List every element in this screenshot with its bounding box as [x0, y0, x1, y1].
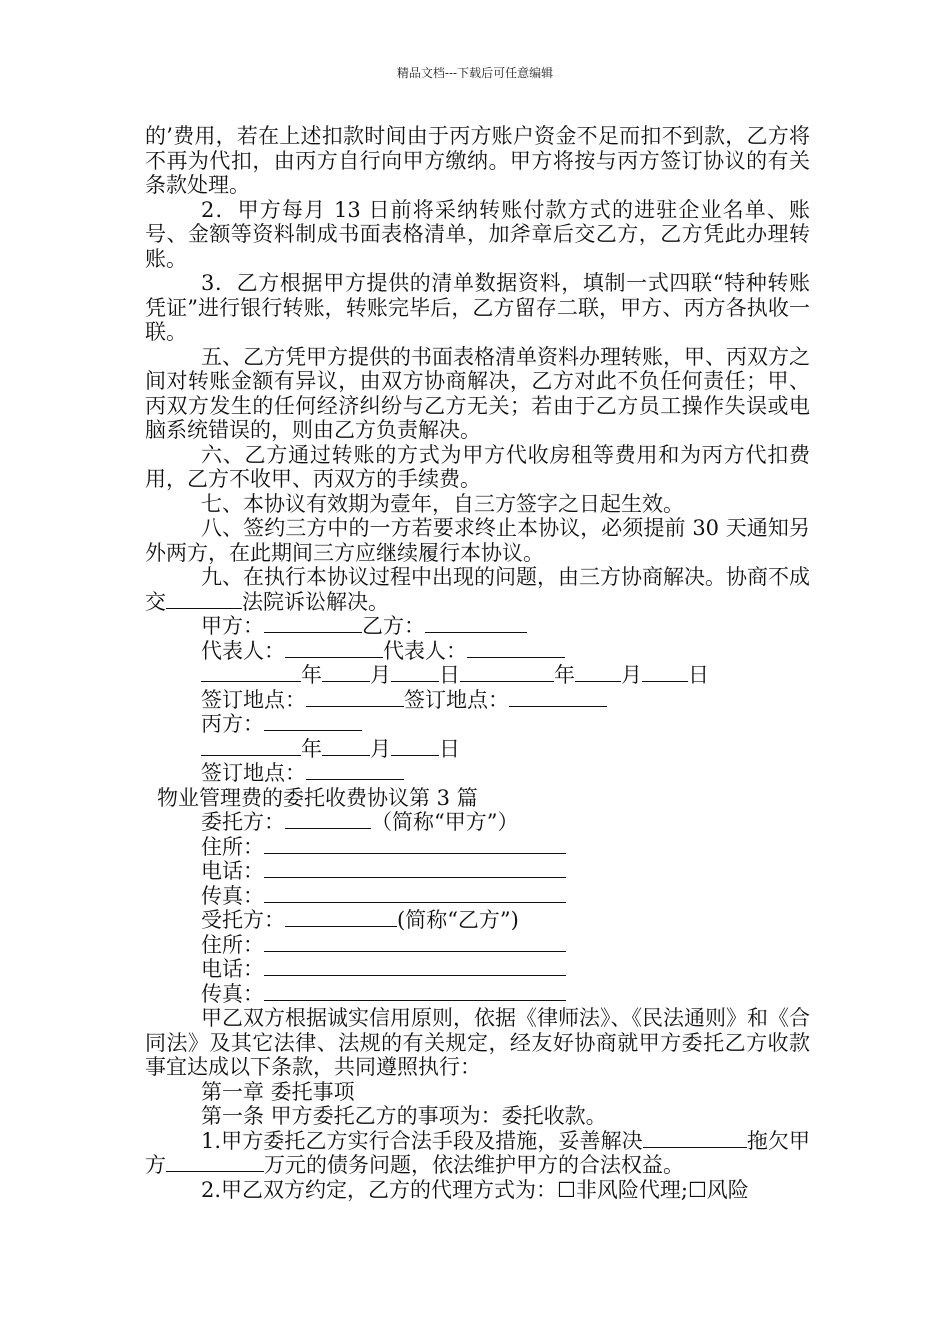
paragraph [145, 1178, 810, 1203]
text: 1.甲方委托乙方实行合法手段及措施，妥善解决 [201, 1128, 643, 1153]
signature-row [145, 688, 810, 713]
place-b-blank [509, 688, 607, 707]
month-blank [575, 663, 621, 682]
party-a-label: 甲方： [201, 614, 264, 638]
place-a-blank [306, 688, 404, 707]
text: 法院诉讼解决。 [242, 589, 389, 614]
signature-row [145, 614, 810, 639]
year-label: 年 [301, 663, 322, 687]
year-label: 年 [301, 736, 322, 761]
document-body [145, 124, 810, 1202]
fax-blank [264, 982, 566, 1001]
blank-line [166, 590, 242, 609]
phone-blank [264, 859, 566, 878]
month-label: 月 [621, 663, 642, 687]
phone-label: 电话： [201, 957, 264, 981]
text: 万元的债务问题，依法维护甲方的合法权益。 [264, 1153, 684, 1177]
address-label: 住所： [201, 932, 264, 957]
text: 风险 [706, 1177, 749, 1202]
paragraph: 六、乙方通过转账的方式为甲方代收房租等费用和为丙方代扣费用，乙方不收甲、丙双方的手续费。 [145, 442, 810, 491]
phone-label: 电话： [201, 859, 264, 883]
agent-note: (简称“乙方”) [397, 908, 519, 932]
blank-line [166, 1153, 264, 1172]
month-blank [322, 737, 370, 756]
field-row [145, 908, 810, 933]
date-row [145, 737, 810, 762]
month-label: 月 [370, 663, 391, 687]
field-row [145, 859, 810, 884]
fax-label: 传真： [201, 883, 264, 908]
paragraph: 七、本协议有效期为壹年，自三方签字之日起生效。 [201, 491, 684, 516]
fax-blank [264, 884, 566, 903]
field-row [145, 835, 810, 860]
agent-blank [285, 908, 397, 927]
party-b-label: 乙方： [362, 614, 425, 638]
rep-b-blank [467, 639, 565, 658]
paragraph: 的’费用，若在上述扣款时间由于丙方账户资金不足而扣不到款，乙方将不再为代扣，由丙方自行向甲方缴纳。甲方将按与丙方签订协议的有关条款处理。 [145, 124, 810, 197]
party-a-blank [264, 614, 362, 633]
fax-label: 传真： [201, 981, 264, 1006]
month-blank [322, 663, 370, 682]
day-label: 日 [439, 736, 460, 761]
day-blank [642, 663, 688, 682]
place-b-label: 签订地点： [404, 687, 509, 712]
text: 非风险代理; [575, 1177, 688, 1202]
chapter-heading: 第一章 委托事项 [201, 1079, 355, 1104]
paragraph: 3．乙方根据甲方提供的清单数据资料，填制一式四联“特种转账凭证”进行银行转账，转账完毕后，乙方留存二联，甲方、丙方各执收一联。 [145, 271, 810, 344]
paragraph: 甲乙双方根据诚实信用原则，依据《律师法》、《民法通则》和《合同法》及其它法律、法规的有关规定，经友好协商就甲方委托乙方收款事宜达成以下条款，共同遵照执行： [145, 1006, 810, 1079]
year-blank [201, 663, 301, 682]
year-label: 年 [554, 663, 575, 687]
place-c-label: 签订地点： [201, 761, 306, 785]
blank-line [643, 1129, 747, 1148]
paragraph [145, 565, 810, 614]
party-c-label: 丙方： [201, 712, 264, 736]
checkbox-icon: ☐ [557, 1177, 576, 1202]
phone-blank [264, 957, 566, 976]
paragraph: 八、签约三方中的一方若要求终止本协议，必须提前 30 天通知另外两方，在此期间三方应继续履行本协议。 [145, 516, 810, 565]
rep-a-label: 代表人： [201, 638, 285, 663]
text: 2.甲乙双方约定，乙方的代理方式为： [201, 1177, 558, 1202]
place-a-label: 签订地点： [201, 687, 306, 712]
checkbox-icon: ☐ [687, 1177, 707, 1202]
article-heading: 第一条 甲方委托乙方的事项为：委托收款。 [201, 1104, 607, 1128]
principal-label: 委托方： [201, 810, 285, 834]
rep-b-label: 代表人： [383, 638, 467, 663]
text: 九、在执行本协议过程中出现的问题，由三方协商解决。协商不成交 [145, 565, 810, 614]
party-b-blank [425, 614, 527, 633]
place-c-blank [306, 761, 404, 780]
date-row [145, 663, 810, 688]
paragraph [145, 1129, 810, 1178]
paragraph: 2．甲方每月 13 日前将采纳转账付款方式的进驻企业名单、账号、金额等资料制成书面表格清单，加斧章后交乙方，乙方凭此办理转账。 [145, 197, 810, 271]
principal-note: （简称“甲方”） [371, 810, 519, 834]
field-row [145, 933, 810, 958]
address-blank [264, 835, 566, 854]
month-label: 月 [370, 736, 391, 761]
agent-label: 受托方： [201, 908, 285, 932]
field-row [145, 810, 810, 835]
text: 拖欠甲方 [145, 1128, 810, 1177]
day-blank [391, 737, 439, 756]
field-row [145, 884, 810, 909]
address-label: 住所： [201, 834, 264, 859]
page-header: 精品文档---下载后可任意编辑 [396, 66, 554, 80]
year-blank [460, 663, 554, 682]
principal-blank [285, 810, 371, 829]
address-blank [264, 933, 566, 952]
signature-row [145, 639, 810, 664]
day-label: 日 [688, 663, 709, 687]
field-row [145, 982, 810, 1007]
signature-row [145, 712, 810, 737]
year-blank [201, 737, 301, 756]
rep-a-blank [285, 639, 383, 658]
paragraph: 五、乙方凭甲方提供的书面表格清单资料办理转账，甲、丙双方之间对转账金额有异议，由双方协商解决，乙方对此不负任何责任；甲、丙双方发生的任何经济纠纷与乙方无关；若由于乙方员工操作失误或电脑系统错误的，则由乙方负责解决。 [145, 344, 810, 442]
section-title: 物业管理费的委托收费协议第 3 篇 [157, 785, 478, 810]
signature-row [145, 761, 810, 786]
day-label: 日 [439, 663, 460, 687]
party-c-blank [264, 712, 362, 731]
day-blank [391, 663, 439, 682]
field-row [145, 957, 810, 982]
